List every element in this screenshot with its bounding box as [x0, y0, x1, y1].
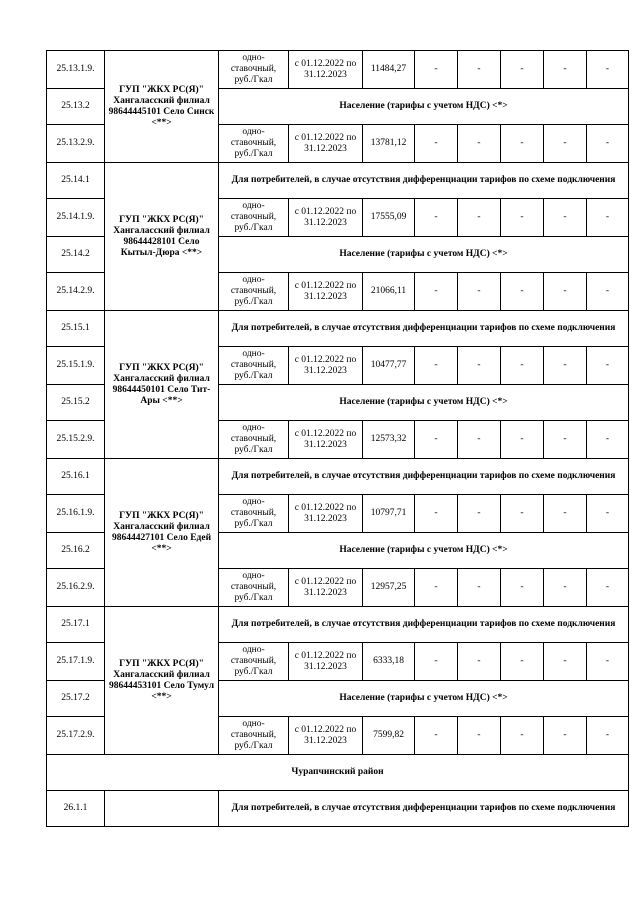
- dash-cell: -: [458, 347, 501, 385]
- dash-cell: -: [415, 125, 458, 163]
- row-code: 26.1.1: [47, 791, 105, 827]
- dash-cell: -: [458, 51, 501, 89]
- dash-cell: -: [415, 569, 458, 607]
- dash-cell: -: [458, 569, 501, 607]
- dash-cell: -: [458, 125, 501, 163]
- dash-cell: -: [458, 273, 501, 311]
- dash-cell: -: [501, 421, 544, 459]
- rate-cell: одно-ставочный, руб./Гкал: [219, 421, 289, 459]
- tariff-value: 17555,09: [363, 199, 415, 237]
- row-code: 25.15.2.9.: [47, 421, 105, 459]
- tariff-value: 11484,27: [363, 51, 415, 89]
- dash-cell: -: [458, 421, 501, 459]
- dash-cell: -: [587, 273, 629, 311]
- period-cell: с 01.12.2022 по 31.12.2023: [289, 643, 363, 681]
- dash-cell: -: [501, 273, 544, 311]
- tariff-value: 12573,32: [363, 421, 415, 459]
- dash-cell: -: [501, 643, 544, 681]
- dash-cell: -: [458, 643, 501, 681]
- dash-cell: -: [544, 199, 587, 237]
- dash-cell: -: [415, 347, 458, 385]
- rate-cell: одно-ставочный, руб./Гкал: [219, 643, 289, 681]
- row-code: 25.16.1.9.: [47, 495, 105, 533]
- no-diff-header: Для потребителей, в случае отсутствия дифференциации тарифов по схеме подключения: [219, 607, 629, 643]
- dash-cell: -: [501, 569, 544, 607]
- row-code: 25.14.1.9.: [47, 199, 105, 237]
- population-header: Население (тарифы с учетом НДС) <*>: [219, 681, 629, 717]
- row-code: 25.15.1: [47, 311, 105, 347]
- row-code: 25.15.1.9.: [47, 347, 105, 385]
- row-code: 25.17.2.9.: [47, 717, 105, 755]
- tariff-value: 10477,77: [363, 347, 415, 385]
- dash-cell: -: [544, 51, 587, 89]
- period-cell: с 01.12.2022 по 31.12.2023: [289, 421, 363, 459]
- row-code: 25.13.1.9.: [47, 51, 105, 89]
- no-diff-header: Для потребителей, в случае отсутствия дифференциации тарифов по схеме подключения: [219, 311, 629, 347]
- rate-cell: одно-ставочный, руб./Гкал: [219, 495, 289, 533]
- rate-cell: одно-ставочный, руб./Гкал: [219, 569, 289, 607]
- population-header: Население (тарифы с учетом НДС) <*>: [219, 385, 629, 421]
- row-code: 25.17.1.9.: [47, 643, 105, 681]
- table-row: [47, 607, 629, 643]
- period-cell: с 01.12.2022 по 31.12.2023: [289, 51, 363, 89]
- table-row: [47, 459, 629, 495]
- dash-cell: -: [587, 643, 629, 681]
- period-cell: с 01.12.2022 по 31.12.2023: [289, 347, 363, 385]
- table-row: [47, 51, 629, 89]
- rate-cell: одно-ставочный, руб./Гкал: [219, 125, 289, 163]
- row-code: 25.14.1: [47, 163, 105, 199]
- dash-cell: -: [415, 273, 458, 311]
- table-row: [47, 755, 629, 791]
- period-cell: с 01.12.2022 по 31.12.2023: [289, 569, 363, 607]
- tariff-value: 10797,71: [363, 495, 415, 533]
- tariff-value: 7599,82: [363, 717, 415, 755]
- row-code: 25.17.2: [47, 681, 105, 717]
- period-cell: с 01.12.2022 по 31.12.2023: [289, 717, 363, 755]
- rate-cell: одно-ставочный, руб./Гкал: [219, 717, 289, 755]
- rate-cell: одно-ставочный, руб./Гкал: [219, 347, 289, 385]
- org-cell: ГУП "ЖКХ РС(Я)" Хангаласский филиал 98644450101 Село Тит-Ары <**>: [105, 311, 219, 459]
- dash-cell: -: [587, 347, 629, 385]
- row-code: 25.13.2.9.: [47, 125, 105, 163]
- dash-cell: -: [544, 421, 587, 459]
- period-cell: с 01.12.2022 по 31.12.2023: [289, 199, 363, 237]
- dash-cell: -: [501, 199, 544, 237]
- dash-cell: -: [415, 421, 458, 459]
- population-header: Население (тарифы с учетом НДС) <*>: [219, 237, 629, 273]
- dash-cell: -: [544, 717, 587, 755]
- dash-cell: -: [544, 643, 587, 681]
- table-row: [47, 311, 629, 347]
- dash-cell: -: [415, 199, 458, 237]
- population-header: Население (тарифы с учетом НДС) <*>: [219, 89, 629, 125]
- row-code: 25.14.2.9.: [47, 273, 105, 311]
- dash-cell: -: [544, 569, 587, 607]
- tariff-value: 6333,18: [363, 643, 415, 681]
- rate-cell: одно-ставочный, руб./Гкал: [219, 199, 289, 237]
- rate-cell: одно-ставочный, руб./Гкал: [219, 51, 289, 89]
- dash-cell: -: [415, 643, 458, 681]
- row-code: 25.15.2: [47, 385, 105, 421]
- dash-cell: -: [415, 495, 458, 533]
- org-cell: ГУП "ЖКХ РС(Я)" Хангаласский филиал 98644428101 Село Кытыл-Дюра <**>: [105, 163, 219, 311]
- org-cell: ГУП "ЖКХ РС(Я)" Хангаласский филиал 98644453101 Село Тумул <**>: [105, 607, 219, 755]
- dash-cell: -: [501, 125, 544, 163]
- dash-cell: -: [458, 495, 501, 533]
- org-cell-empty: [105, 791, 219, 827]
- dash-cell: -: [544, 125, 587, 163]
- region-header: Чурапчинский район: [47, 755, 629, 791]
- dash-cell: -: [415, 717, 458, 755]
- row-code: 25.17.1: [47, 607, 105, 643]
- table-row: [47, 791, 629, 827]
- dash-cell: -: [587, 495, 629, 533]
- dash-cell: -: [587, 569, 629, 607]
- period-cell: с 01.12.2022 по 31.12.2023: [289, 125, 363, 163]
- dash-cell: -: [587, 717, 629, 755]
- table-row: [47, 163, 629, 199]
- no-diff-header: Для потребителей, в случае отсутствия дифференциации тарифов по схеме подключения: [219, 791, 629, 827]
- tariff-value: 13781,12: [363, 125, 415, 163]
- row-code: 25.16.2: [47, 533, 105, 569]
- period-cell: с 01.12.2022 по 31.12.2023: [289, 495, 363, 533]
- row-code: 25.16.2.9.: [47, 569, 105, 607]
- dash-cell: -: [458, 717, 501, 755]
- no-diff-header: Для потребителей, в случае отсутствия дифференциации тарифов по схеме подключения: [219, 163, 629, 199]
- tariff-table: [46, 50, 629, 827]
- row-code: 25.16.1: [47, 459, 105, 495]
- row-code: 25.14.2: [47, 237, 105, 273]
- dash-cell: -: [501, 495, 544, 533]
- dash-cell: -: [587, 421, 629, 459]
- dash-cell: -: [587, 125, 629, 163]
- dash-cell: -: [544, 495, 587, 533]
- dash-cell: -: [501, 717, 544, 755]
- row-code: 25.13.2: [47, 89, 105, 125]
- dash-cell: -: [587, 51, 629, 89]
- dash-cell: -: [501, 51, 544, 89]
- population-header: Население (тарифы с учетом НДС) <*>: [219, 533, 629, 569]
- dash-cell: -: [415, 51, 458, 89]
- dash-cell: -: [544, 273, 587, 311]
- dash-cell: -: [501, 347, 544, 385]
- org-cell: ГУП "ЖКХ РС(Я)" Хангаласский филиал 98644445101 Село Синск <**>: [105, 51, 219, 163]
- dash-cell: -: [458, 199, 501, 237]
- period-cell: с 01.12.2022 по 31.12.2023: [289, 273, 363, 311]
- tariff-value: 21066,11: [363, 273, 415, 311]
- rate-cell: одно-ставочный, руб./Гкал: [219, 273, 289, 311]
- dash-cell: -: [544, 347, 587, 385]
- dash-cell: -: [587, 199, 629, 237]
- no-diff-header: Для потребителей, в случае отсутствия дифференциации тарифов по схеме подключения: [219, 459, 629, 495]
- tariff-value: 12957,25: [363, 569, 415, 607]
- org-cell: ГУП "ЖКХ РС(Я)" Хангаласский филиал 98644427101 Село Едей <**>: [105, 459, 219, 607]
